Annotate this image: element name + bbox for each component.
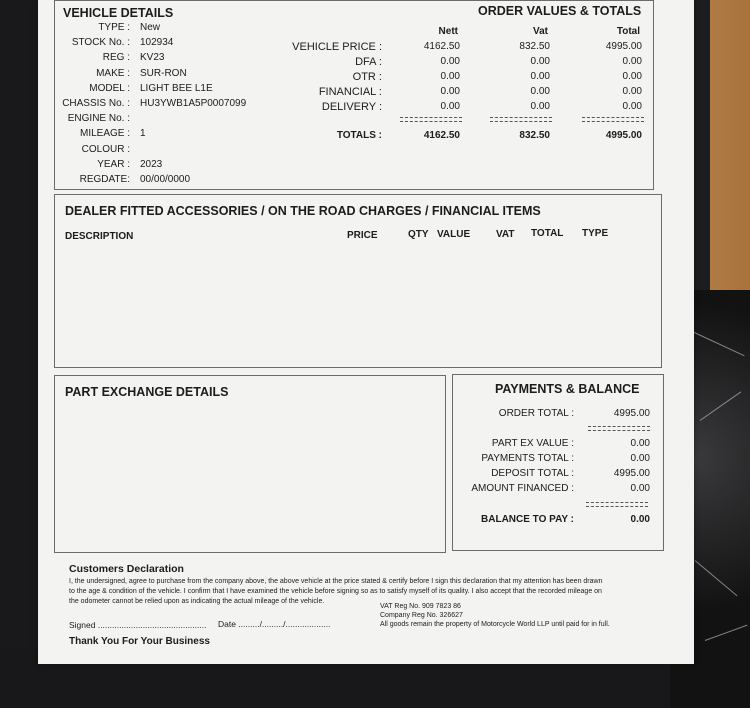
company-reg: Company Reg No. 326627: [380, 612, 463, 619]
order-total-label: ORDER TOTAL :: [498, 408, 574, 419]
part-exchange-box: [54, 375, 446, 553]
payments-rule-2: [586, 502, 648, 507]
order-values-title: ORDER VALUES & TOTALS: [478, 4, 642, 18]
vehicle-field-label: COLOUR :: [81, 143, 130, 155]
vehicle-field-value: 102934: [140, 37, 174, 49]
col-total: Total: [616, 26, 640, 37]
col-total: TOTAL: [531, 228, 564, 239]
declaration-line-2: to the age & condition of the vehicle. I confirm that I have examined the vehicle before signing so as to satisfy myself of its quality. I also accept that the recorded mileage on: [69, 588, 602, 595]
col-type: TYPE: [582, 228, 609, 239]
totals-total: 4995.00: [605, 130, 642, 141]
vehicle-field-label: TYPE :: [98, 22, 130, 33]
payment-row-label: DEPOSIT TOTAL :: [491, 468, 574, 479]
vehicle-field-value: New: [140, 22, 161, 33]
accessories-title: DEALER FITTED ACCESSORIES / ON THE ROAD CHARGES / FINANCIAL ITEMS: [65, 204, 541, 218]
vehicle-field-label: REG :: [102, 52, 130, 64]
vehicle-field-label: MODEL :: [89, 82, 130, 94]
order-row-nett: 0.00: [440, 101, 460, 112]
payment-row-value: 0.00: [630, 483, 650, 494]
vehicle-field-value: SUR-RON: [140, 67, 187, 79]
payment-row-label: AMOUNT FINANCED :: [471, 483, 574, 494]
date-line: Date ........./........./...................: [218, 619, 331, 629]
accessories-box: [54, 194, 662, 368]
balance-label: BALANCE TO PAY :: [481, 514, 574, 525]
order-row-vat: 0.00: [530, 71, 550, 82]
vehicle-field-value: LIGHT BEE L1E: [140, 82, 213, 94]
vehicle-field-value: 00/00/0000: [140, 174, 191, 185]
order-row-total: 4995.00: [605, 41, 642, 52]
payment-row-value: 4995.00: [613, 468, 650, 479]
vehicle-field-label: STOCK No. :: [71, 37, 130, 49]
thank-you: Thank You For Your Business: [69, 636, 210, 647]
vehicle-field-label: REGDATE:: [79, 174, 130, 185]
order-row-vat: 0.00: [530, 56, 550, 67]
payments-rule-1: [588, 426, 650, 431]
order-row-nett: 4162.50: [423, 41, 460, 52]
payment-row-label: PAYMENTS TOTAL :: [481, 453, 574, 464]
goods-note: All goods remain the property of Motorcycle World LLP until paid for in full.: [380, 621, 610, 628]
vehicle-field-value: KV23: [140, 52, 165, 64]
invoice-sheet: [38, 0, 694, 664]
col-vat: VAT: [496, 229, 515, 240]
vehicle-field-label: ENGINE No. :: [67, 113, 130, 125]
nett-rule: [400, 117, 462, 122]
vehicle-field-label: CHASSIS No. :: [62, 98, 130, 109]
order-row-label: DFA :: [355, 56, 382, 68]
order-row-nett: 0.00: [440, 71, 460, 82]
vehicle-field-label: MAKE :: [96, 67, 130, 79]
vehicle-details-title: VEHICLE DETAILS: [63, 6, 174, 20]
order-row-label: VEHICLE PRICE :: [292, 41, 382, 53]
payment-row-label: PART EX VALUE :: [491, 438, 574, 449]
totals-nett: 4162.50: [423, 130, 460, 141]
payments-title: PAYMENTS & BALANCE: [495, 382, 640, 396]
order-row-vat: 0.00: [530, 86, 550, 97]
signed-line: Signed ..............................................: [69, 620, 207, 630]
declaration-title: Customers Declaration: [69, 563, 184, 575]
vehicle-field-label: YEAR :: [97, 158, 130, 170]
col-vat: Vat: [532, 26, 548, 37]
balance-value: 0.00: [630, 514, 650, 525]
col-qty: QTY: [408, 229, 429, 240]
order-row-total: 0.00: [622, 56, 642, 67]
vat-rule: [490, 117, 552, 122]
col-description: DESCRIPTION: [65, 231, 134, 242]
col-value: VALUE: [437, 229, 471, 240]
order-row-total: 0.00: [622, 71, 642, 82]
col-nett: Nett: [438, 26, 458, 37]
declaration-line-3: the odometer cannot be relied upon as indicating the actual mileage of the vehicle.: [69, 598, 325, 605]
vehicle-field-value: 2023: [140, 158, 163, 170]
payment-row-value: 0.00: [630, 438, 650, 449]
total-rule: [582, 117, 644, 122]
order-total-value: 4995.00: [613, 408, 650, 419]
vehicle-field-label: MILEAGE :: [79, 128, 130, 140]
order-row-label: OTR :: [352, 71, 382, 83]
order-row-total: 0.00: [622, 101, 642, 112]
vehicle-field-value: 1: [140, 128, 146, 140]
order-row-label: FINANCIAL :: [318, 86, 382, 98]
vat-reg: VAT Reg No. 909 7823 86: [380, 603, 461, 610]
part-exchange-title: PART EXCHANGE DETAILS: [65, 385, 229, 399]
totals-vat: 832.50: [519, 130, 550, 141]
order-row-vat: 0.00: [530, 101, 550, 112]
order-row-total: 0.00: [622, 86, 642, 97]
totals-label: TOTALS :: [336, 130, 382, 141]
vehicle-field-value: HU3YWB1A5P0007099: [140, 98, 247, 109]
order-row-label: DELIVERY :: [321, 101, 382, 113]
declaration-line-1: I, the undersigned, agree to purchase from the company above, the above vehicle at the price stated & certify before I sign this declaration that my attention has been drawn: [69, 578, 603, 585]
col-price: PRICE: [347, 230, 378, 241]
payment-row-value: 0.00: [630, 453, 650, 464]
order-row-nett: 0.00: [440, 86, 460, 97]
order-row-vat: 832.50: [519, 41, 550, 52]
order-row-nett: 0.00: [440, 56, 460, 67]
